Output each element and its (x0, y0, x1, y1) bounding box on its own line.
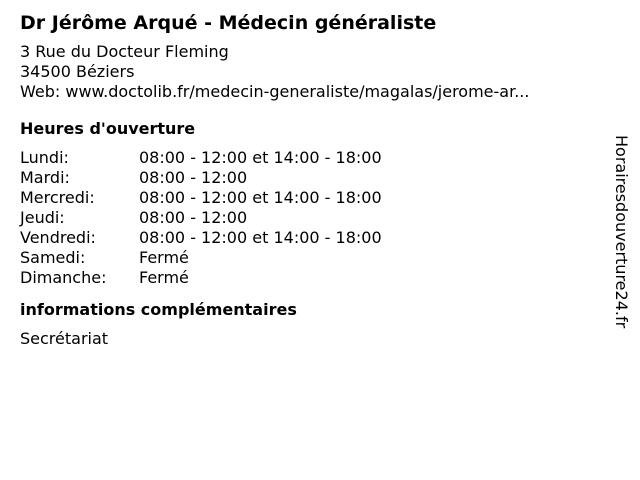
time-value: Fermé (139, 248, 189, 267)
watermark-text: Horairesdouverture24.fr (612, 135, 631, 329)
hours-row (20, 148, 600, 168)
hours-row (20, 248, 600, 268)
website-line: Web: www.doctolib.fr/medecin-generaliste/magalas/jerome-ar... (20, 82, 530, 101)
hours-row (20, 188, 600, 208)
time-value: 08:00 - 12:00 et 14:00 - 18:00 (139, 228, 382, 247)
street-address: 3 Rue du Docteur Fleming (20, 42, 229, 61)
day-label: Dimanche: (20, 268, 107, 287)
day-label: Jeudi: (20, 208, 65, 227)
business-card (20, 10, 600, 349)
info-heading: informations complémentaires (20, 300, 297, 319)
hours-row (20, 268, 600, 288)
hours-table (20, 148, 600, 288)
time-value: 08:00 - 12:00 (139, 168, 248, 187)
time-value: 08:00 - 12:00 et 14:00 - 18:00 (139, 188, 382, 207)
hours-row (20, 228, 600, 248)
day-label: Samedi: (20, 248, 86, 267)
hours-heading: Heures d'ouverture (20, 119, 196, 138)
hours-row (20, 168, 600, 188)
time-value: Fermé (139, 268, 189, 287)
day-label: Vendredi: (20, 228, 96, 247)
address-block (20, 42, 600, 102)
hours-row (20, 208, 600, 228)
city-postal: 34500 Béziers (20, 62, 135, 81)
day-label: Lundi: (20, 148, 69, 167)
page-title: Dr Jérôme Arqué - Médecin généraliste (20, 12, 437, 34)
day-label: Mardi: (20, 168, 70, 187)
time-value: 08:00 - 12:00 et 14:00 - 18:00 (139, 148, 382, 167)
info-text: Secrétariat (20, 329, 109, 348)
time-value: 08:00 - 12:00 (139, 208, 248, 227)
day-label: Mercredi: (20, 188, 95, 207)
